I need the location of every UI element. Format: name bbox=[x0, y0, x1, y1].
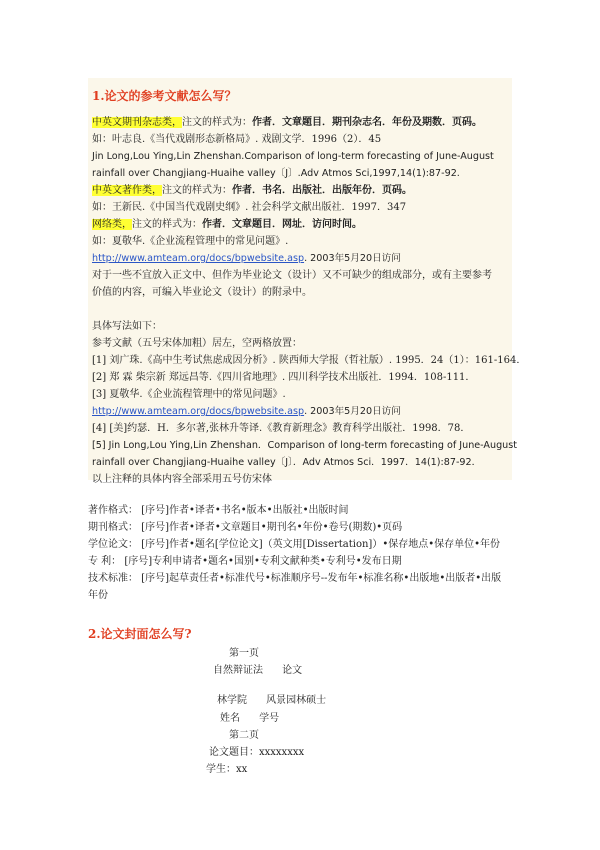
cover-name-id: 姓名 学号 bbox=[220, 713, 280, 724]
web-url-link[interactable]: http://www.amteam.org/docs/bpwebsite.asp bbox=[92, 253, 305, 264]
appendix-note-2: 价值的内容，可编入毕业论文（设计）的附录中。 bbox=[92, 287, 312, 298]
journal-format-line bbox=[92, 114, 508, 131]
format-book: 著作格式： [序号]作者•译者•书名•版本•出版社•出版时间 bbox=[88, 505, 349, 516]
journal-label: 中英文期刊杂志类， bbox=[92, 117, 182, 128]
ref-item-4: [4] [美]约瑟．H．多尔著,张林升等译.《教育新理念》教育科学出版社．1998．78． bbox=[92, 423, 471, 434]
web-format-line bbox=[92, 216, 508, 233]
journal-example-en-1: Jin Long,Lou Ying,Lin Zhenshan.Comparison of long-term forecasting of June-August bbox=[92, 151, 494, 162]
cover-student: 学生：xx bbox=[206, 764, 248, 775]
format-patent: 专 利： [序号]专利申请者•题名•国别•专利文献种类•专利号•发布日期 bbox=[88, 556, 402, 567]
ref-item-3-url-line bbox=[92, 403, 508, 420]
cover-page1: 第一页 bbox=[229, 648, 259, 659]
citation-formats bbox=[88, 502, 512, 604]
section2-title: 2.论文封面怎么写? bbox=[88, 627, 192, 641]
web-url-line bbox=[92, 250, 508, 267]
closing-note: 以上注释的具体内容全部采用五号仿宋体 bbox=[92, 474, 272, 485]
ref-title-line: 参考文献（五号宋体加粗）居左，空两格放置： bbox=[92, 338, 302, 349]
format-standard-1: 技术标准： [序号]起草责任者•标准代号•标准顺序号--发布年•标准名称•出版地•出版者•出版 bbox=[88, 573, 502, 584]
ref-item-3: [3] 夏敬华.《企业流程管理中的常见问题》. bbox=[92, 389, 286, 400]
ref-item-3-url-suffix: . 2003年5月20日访问 bbox=[304, 406, 401, 417]
ref-item-5-line-2: rainfall over Changjiang-Huaihe valley〔J〕．Adv Atmos Sci．1997．14(1):87-92． bbox=[92, 457, 482, 468]
cover-thesis-title: 论文题目：xxxxxxxx bbox=[209, 747, 305, 758]
appendix-note-1: 对于一些不宜放入正文中、但作为毕业论文（设计）又不可缺少的组成部分，或有主要参考 bbox=[92, 270, 492, 281]
journal-example-cn: 如：叶志良.《当代戏剧形态新格局》. 戏剧文学．1996（2）．45 bbox=[92, 134, 382, 145]
web-url-suffix: . 2003年5月20日访问 bbox=[304, 253, 401, 264]
cover-college: 林学院 风景园林硕士 bbox=[217, 695, 327, 706]
web-intro: 注文的样式为： bbox=[132, 219, 202, 230]
ref-item-2: [2] 郑 霖 柴宗新 郑远昌等.《四川省地理》. 四川科学技术出版社．1994．108-111． bbox=[92, 372, 476, 383]
format-standard-2: 年份 bbox=[88, 590, 108, 601]
ref-item-1: [1] 刘广珠.《高中生考试焦虑成因分析》. 陕西师大学报（哲社版）. 1995．24（1）：161-164． bbox=[92, 355, 527, 366]
book-label: 中英文著作类， bbox=[92, 185, 162, 196]
section1-title: 1.论文的参考文献怎么写？ bbox=[92, 89, 237, 103]
journal-format: 作者．文章题目．期刊杂志名．年份及期数．页码。 bbox=[252, 117, 482, 128]
book-example: 如：王新民.《中国当代戏剧史纲》. 社会科学文献出版社．1997．347 bbox=[92, 202, 407, 213]
web-label: 网络类， bbox=[92, 219, 132, 230]
references-section-box bbox=[88, 78, 527, 485]
ref-item-3-url-link[interactable]: http://www.amteam.org/docs/bpwebsite.asp bbox=[92, 406, 305, 417]
journal-intro: 注文的样式为： bbox=[182, 117, 252, 128]
cover-subject: 自然辩证法 论文 bbox=[213, 665, 303, 676]
format-journal: 期刊格式： [序号]作者•译者•文章题目•期刊名•年份•卷号(期数)•页码 bbox=[88, 522, 403, 533]
book-format: 作者．书名．出版社．出版年份．页码。 bbox=[232, 185, 412, 196]
web-example: 如：夏敬华.《企业流程管理中的常见问题》. bbox=[92, 236, 289, 247]
ref-item-5-line-1: [5] Jin Long,Lou Ying,Lin Zhenshan．Comparison of long-term forecasting of June-August bbox=[92, 440, 518, 451]
cover-section bbox=[88, 626, 192, 642]
web-format: 作者．文章题目．网址．访问时间。 bbox=[202, 219, 362, 230]
journal-example-en-2: rainfall over Changjiang-Huaihe valley〔J〕.Adv Atmos Sci,1997,14(1):87-92. bbox=[92, 168, 460, 179]
specific-heading: 具体写法如下： bbox=[92, 321, 162, 332]
cover-page2: 第二页 bbox=[229, 730, 259, 741]
book-intro: 注文的样式为： bbox=[162, 185, 232, 196]
format-thesis: 学位论文： [序号]作者•题名[学位论文]（英文用[Dissertation]）•保存地点•保存单位•年份 bbox=[88, 539, 501, 550]
book-format-line bbox=[92, 182, 508, 199]
